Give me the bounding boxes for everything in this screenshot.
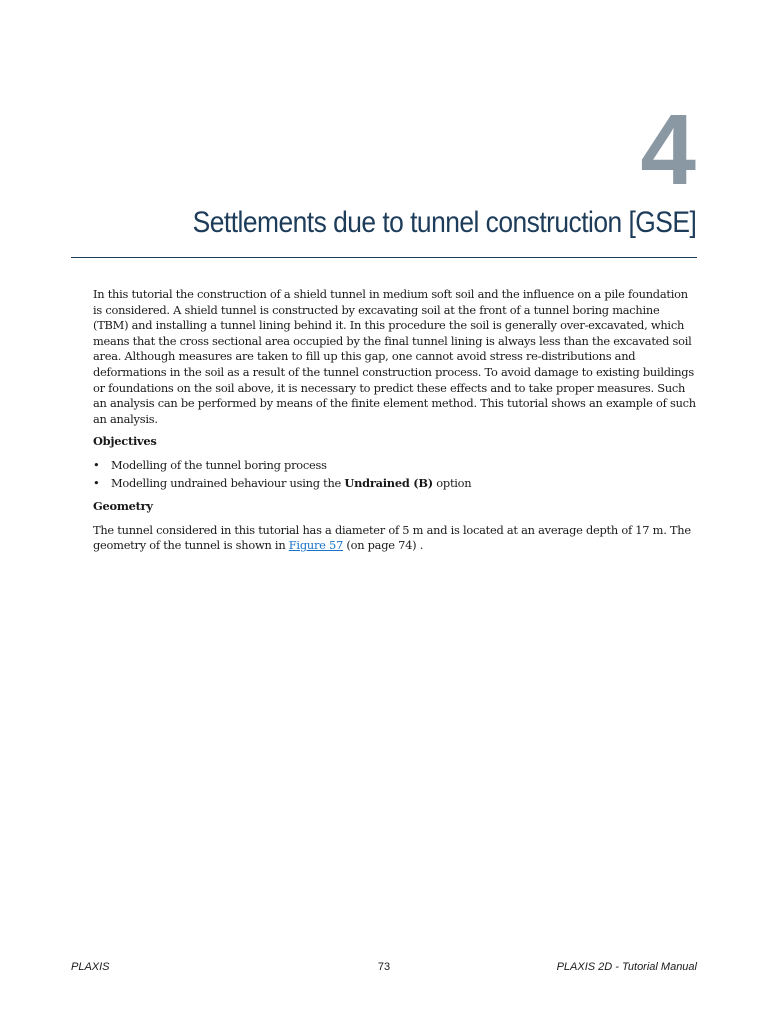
bullet-icon: • xyxy=(93,457,100,472)
objective-item-text: Modelling undrained behaviour using the xyxy=(111,475,345,490)
geometry-text: The tunnel considered in this tutorial has a diameter of 5 m and is located at an average depth of 17 m. The geometry of the tunnel is shown in xyxy=(93,522,691,553)
bullet-icon: • xyxy=(93,475,100,490)
undrained-b-term: Undrained (B) xyxy=(344,475,433,490)
chapter-title: Settlements due to tunnel construction [GSE] xyxy=(192,206,696,239)
objectives-heading: Objectives xyxy=(93,434,157,449)
footer-brand: PLAXIS xyxy=(71,961,110,973)
objective-item-text: Modelling of the tunnel boring process xyxy=(111,457,327,472)
chapter-number: 4 xyxy=(640,94,696,206)
intro-paragraph: In this tutorial the construction of a shield tunnel in medium soft soil and the influence on a pile foundation is considered. A shield tunnel is constructed by excavating soil at the front of a tunnel boring machine (TBM) and installing a tunnel lining behind it. In this procedure the soil is generally over-excavated, which means that the cross sectional area occupied by the final tunnel lining is always less than the excavated soil area. Although measures are taken to fill up this gap, one cannot avoid stress re-distributions and deformations in the soil as a result of the tunnel construction process. To avoid damage to existing buildings or foundations on the soil above, it is necessary to predict these effects and to take proper measures. Such an analysis can be performed by means of the finite element method. This tutorial shows an example of such an analysis. xyxy=(93,287,696,426)
geometry-heading: Geometry xyxy=(93,499,153,514)
footer-manual-title: PLAXIS 2D - Tutorial Manual xyxy=(556,961,697,973)
figure-57-link[interactable]: Figure 57 xyxy=(288,538,344,553)
geometry-paragraph xyxy=(93,523,698,554)
page-content xyxy=(93,287,698,554)
list-item xyxy=(93,458,698,474)
objectives-list xyxy=(93,458,698,491)
objective-item-suffix: option xyxy=(432,475,472,490)
title-divider xyxy=(71,257,697,258)
list-item xyxy=(93,476,698,492)
page-number: 73 xyxy=(377,961,391,973)
geometry-text-end: (on page 74) . xyxy=(343,538,424,553)
page-footer xyxy=(71,961,697,977)
